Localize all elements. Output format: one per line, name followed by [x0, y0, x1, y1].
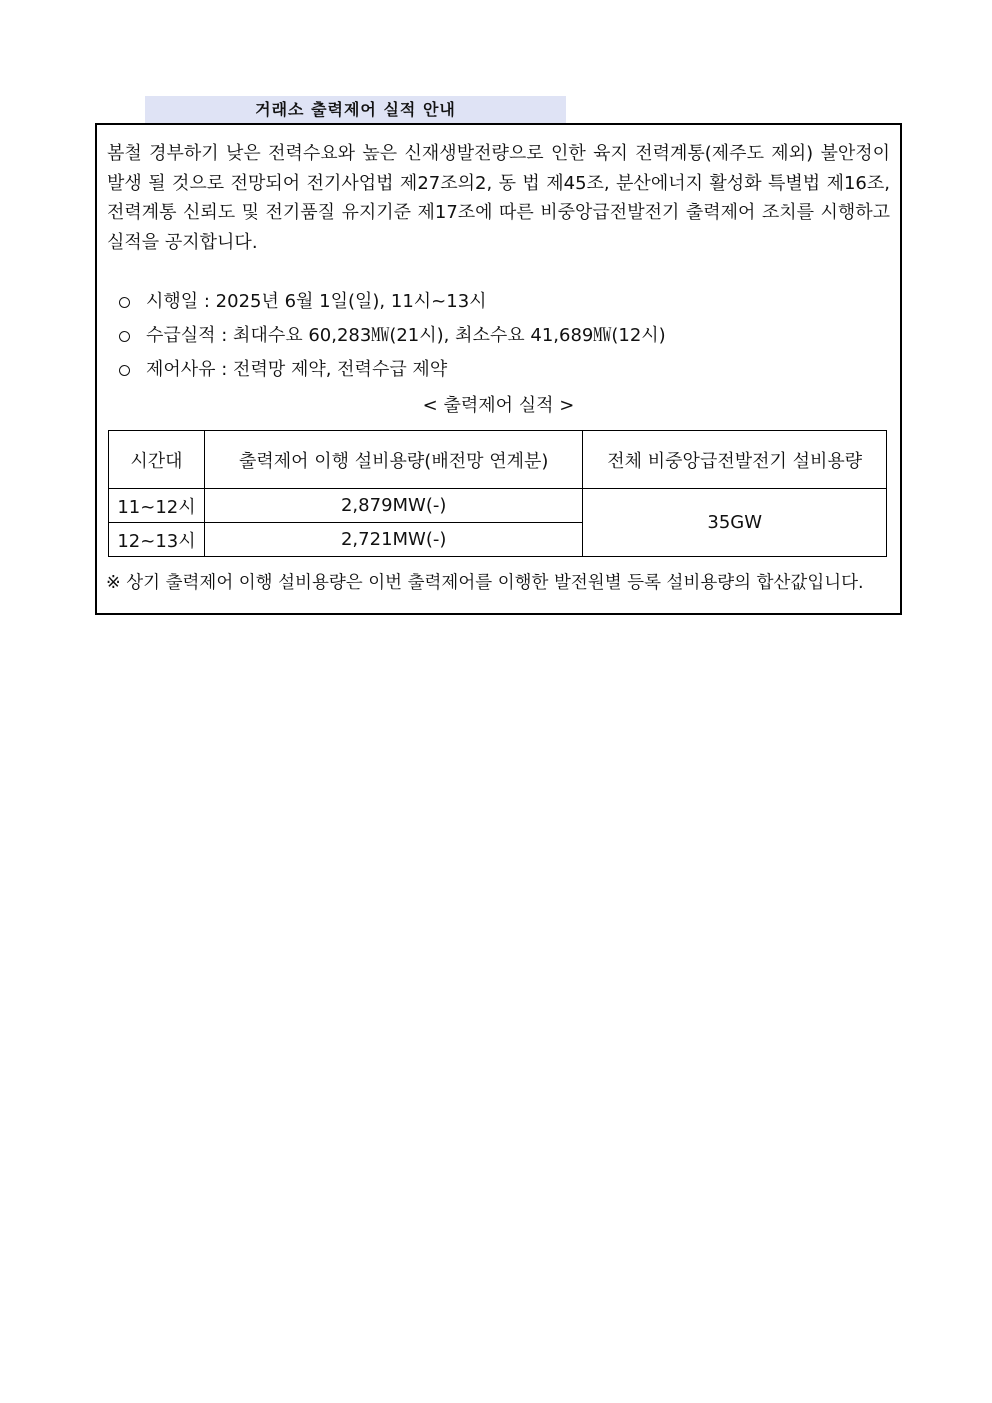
header-time: 시간대	[109, 431, 205, 489]
info-item-text: 시행일 : 2025년 6월 1일(일), 11시~13시	[146, 291, 487, 312]
cell-time: 12~13시	[109, 523, 205, 557]
info-list	[119, 285, 889, 387]
footnote: ※ 상기 출력제어 이행 설비용량은 이번 출력제어를 이행한 발전원별 등록 설비용량의 합산값입니다.	[106, 573, 864, 593]
circle-bullet-icon	[119, 331, 130, 342]
intro-paragraph: 봄철 경부하기 낮은 전력수요와 높은 신재생발전량으로 인한 육지 전력계통(제주도 제외) 불안정이 발생 될 것으로 전망되어 전기사업법 제27조의2, 동 법 제45조, 분산에너지 활성화 특별법 제16조, 전력계통 신뢰도 및 전기품질 유지기준 제17조에 따른 비중앙급전발전기 출력제어 조치를 시행하고 실적을 공지합니다.	[107, 143, 890, 253]
cell-total-capacity: 35GW	[583, 489, 887, 557]
cell-controlled-capacity: 2,721MW(-)	[204, 523, 583, 557]
cell-controlled-capacity: 2,879MW(-)	[204, 489, 583, 523]
notice-title: 거래소 출력제어 실적 안내	[145, 96, 566, 124]
table-row	[109, 489, 887, 523]
notice-box	[95, 123, 902, 615]
table-header-row	[109, 431, 887, 489]
control-result-table	[108, 430, 887, 557]
info-item-text: 수급실적 : 최대수요 60,283㎿(21시), 최소수요 41,689㎿(12시)	[146, 325, 666, 346]
table-caption: < 출력제어 실적 >	[422, 395, 575, 416]
circle-bullet-icon	[119, 297, 130, 308]
info-item-demand	[119, 319, 889, 353]
circle-bullet-icon	[119, 365, 130, 376]
header-controlled-capacity: 출력제어 이행 설비용량(배전망 연계분)	[204, 431, 583, 489]
info-item-text: 제어사유 : 전력망 제약, 전력수급 제약	[146, 359, 448, 380]
info-item-date	[119, 285, 889, 319]
header-total-capacity: 전체 비중앙급전발전기 설비용량	[583, 431, 887, 489]
info-item-reason	[119, 353, 889, 387]
cell-time: 11~12시	[109, 489, 205, 523]
